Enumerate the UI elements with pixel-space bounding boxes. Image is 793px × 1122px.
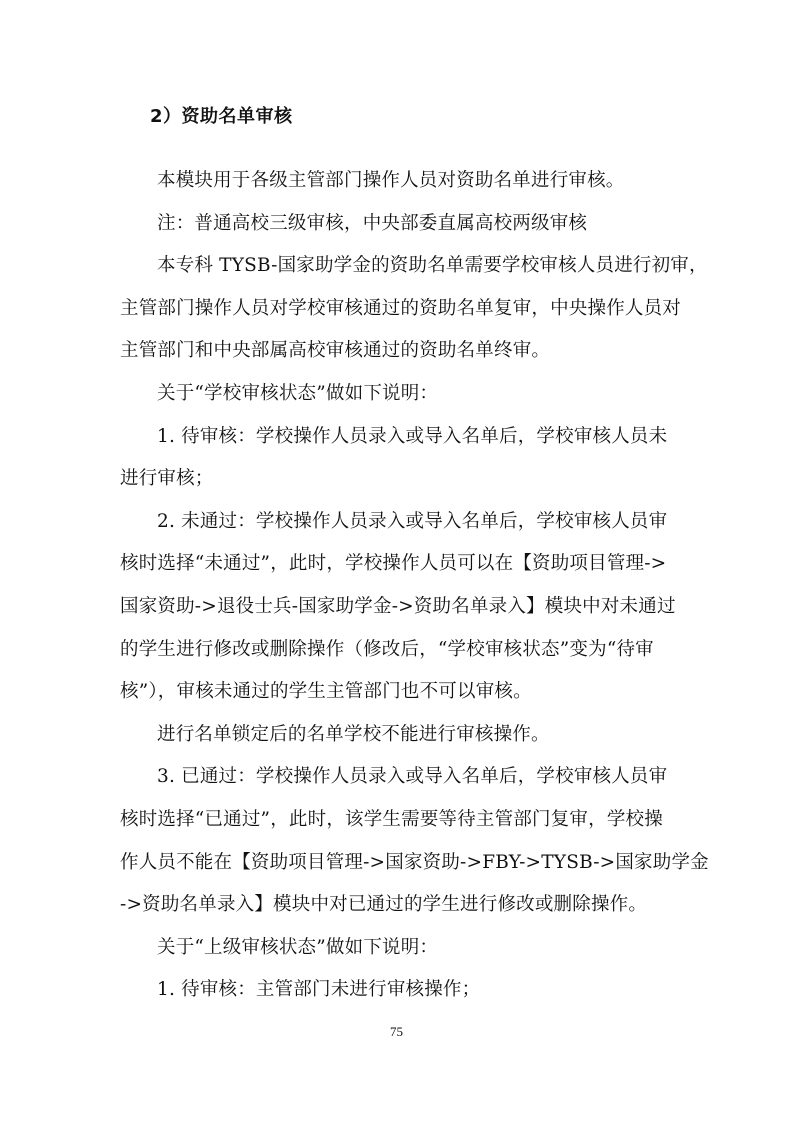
paragraph-line: 的学生进行修改或删除操作（修改后，“学校审核状态”变为“待审 — [120, 638, 654, 660]
paragraph-line: 进行名单锁定后的名单学校不能进行审核操作。 — [157, 723, 550, 745]
paragraph-line: 注：普通高校三级审核，中央部委直属高校两级审核 — [157, 212, 588, 234]
paragraph-line: 作人员不能在【资助项目管理->国家资助->FBY->TYSB->国家助学金 — [120, 851, 709, 873]
paragraph-line: 核”），审核未通过的学生主管部门也不可以审核。 — [120, 681, 532, 703]
paragraph-line: 1. 待审核：主管部门未进行审核操作； — [157, 979, 481, 1001]
paragraph-line: 本模块用于各级主管部门操作人员对资助名单进行审核。 — [157, 170, 625, 191]
paragraph-line: 主管部门操作人员对学校审核通过的资助名单复审，中央操作人员对 — [120, 297, 682, 319]
section-heading: 2）资助名单审核 — [150, 106, 293, 127]
paragraph-line: 本专科 TYSB-国家助学金的资助名单需要学校审核人员进行初审， — [157, 255, 708, 277]
paragraph-line: 关于“学校审核状态”做如下说明： — [157, 382, 439, 404]
paragraph-line: 2. 未通过：学校操作人员录入或导入名单后，学校审核人员审 — [157, 510, 668, 532]
paragraph-line: 国家资助->退役士兵-国家助学金->资助名单录入】模块中对未通过 — [120, 595, 676, 617]
paragraph-line: 主管部门和中央部属高校审核通过的资助名单终审。 — [120, 340, 551, 362]
paragraph-line: ->资助名单录入】模块中对已通过的学生进行修改或删除操作。 — [120, 894, 648, 916]
paragraph-line: 1. 待审核：学校操作人员录入或导入名单后，学校审核人员未 — [157, 425, 668, 447]
paragraph-line: 核时选择“已通过”，此时，该学生需要等待主管部门复审，学校操 — [120, 808, 663, 830]
paragraph-line: 3. 已通过：学校操作人员录入或导入名单后，学校审核人员审 — [157, 766, 668, 788]
paragraph-line: 关于“上级审核状态”做如下说明： — [157, 936, 439, 958]
paragraph-line: 进行审核； — [120, 468, 214, 490]
page-number: 75 — [390, 1024, 403, 1039]
body-text — [120, 160, 709, 1012]
paragraph-line: 核时选择“未通过”，此时，学校操作人员可以在【资助项目管理-> — [120, 553, 667, 575]
